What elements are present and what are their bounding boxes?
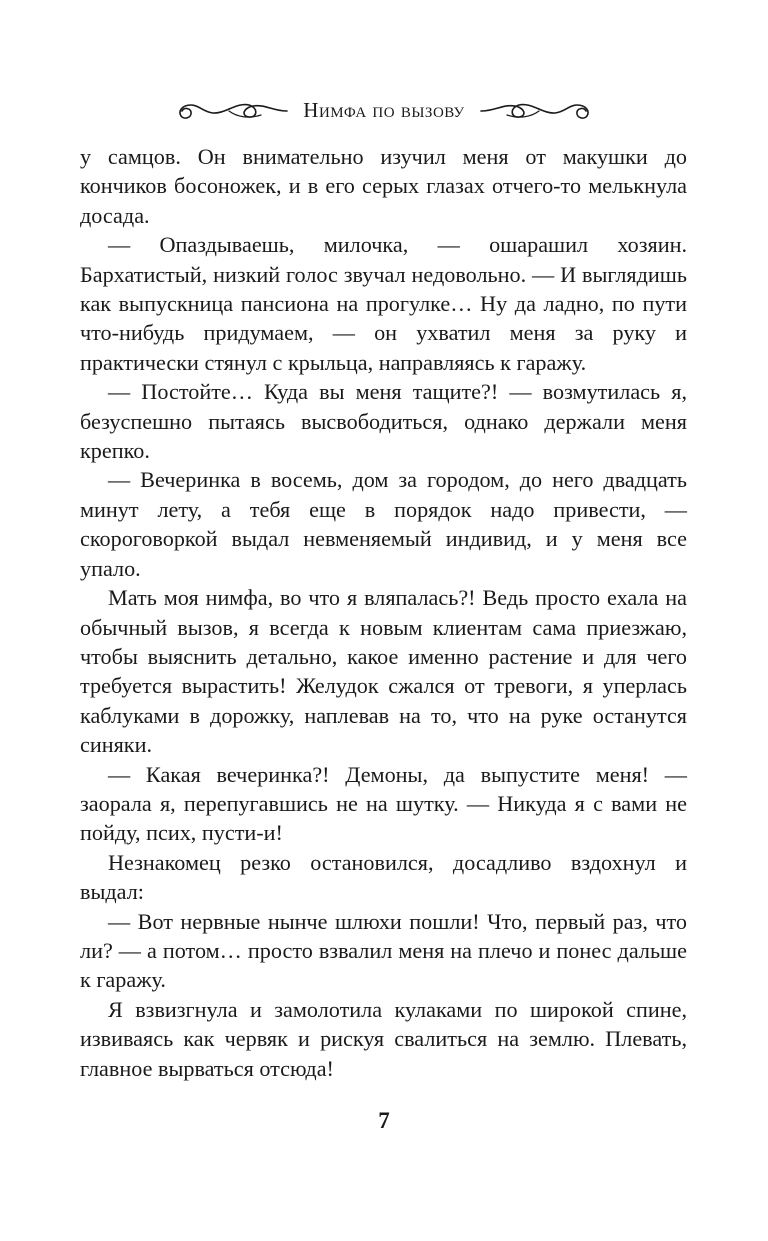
running-title: Нимфа по вызову [303, 97, 465, 122]
page-number: 7 [378, 1108, 390, 1133]
paragraph-3: — Постойте… Куда вы меня тащите?! — возмутилась я, безуспешно пытаясь высвободиться, однако держали меня крепко. [80, 379, 687, 464]
paragraph-2: — Опаздываешь, милочка, — ошарашил хозяин. Бархатистый, низкий голос звучал недовольно. — И выглядишь как выпускница пансиона на прогулке… Ну да ладно, по пути что-нибудь придумаем, — он ухватил меня за руку и практически стянул с крыльца, направляясь к гаражу. [80, 232, 687, 375]
paragraph-7: Незнакомец резко остановился, досадливо вздохнул и выдал: [80, 849, 687, 905]
paragraph-5: Мать моя нимфа, во что я вляпалась?! Ведь просто ехала на обычный вызов, я всегда к новым клиентам сама приезжаю, чтобы выяснить детально, какое именно растение и для чего требуется вырастить! Желудок сжался от тревоги, я уперлась каблуками в дорожку, наплевав на то, что на руке останутся синяки. [80, 585, 687, 758]
paragraph-6: — Какая вечеринка?! Демоны, да выпустите меня! — заорала я, перепугавшись не на шутку. — Никуда я с вами не пойду, псих, пусти-и! [80, 761, 687, 846]
paragraph-4: — Вечеринка в восемь, дом за городом, до него двадцать минут лету, а тебя еще в порядок надо привести, — скороговоркой выдал невменяемый индивид, и у меня все упало. [80, 467, 687, 581]
body-text [80, 142, 687, 1083]
paragraph-1: у самцов. Он внимательно изучил меня от макушки до кончиков босоножек, и в его серых глазах отчего-то мелькнула досада. [80, 144, 687, 228]
running-header [0, 92, 768, 128]
paragraph-9: Я взвизгнула и замолотила кулаками по широкой спине, извиваясь как червяк и рискуя свалиться на землю. Плевать, главное вырваться отсюда! [80, 996, 687, 1081]
paragraph-8: — Вот нервные нынче шлюхи пошли! Что, первый раз, что ли? — а потом… просто взвалил меня на плечо и понес дальше к гаражу. [80, 908, 687, 993]
flourish-right-icon [479, 94, 599, 126]
flourish-left-icon [169, 94, 289, 126]
